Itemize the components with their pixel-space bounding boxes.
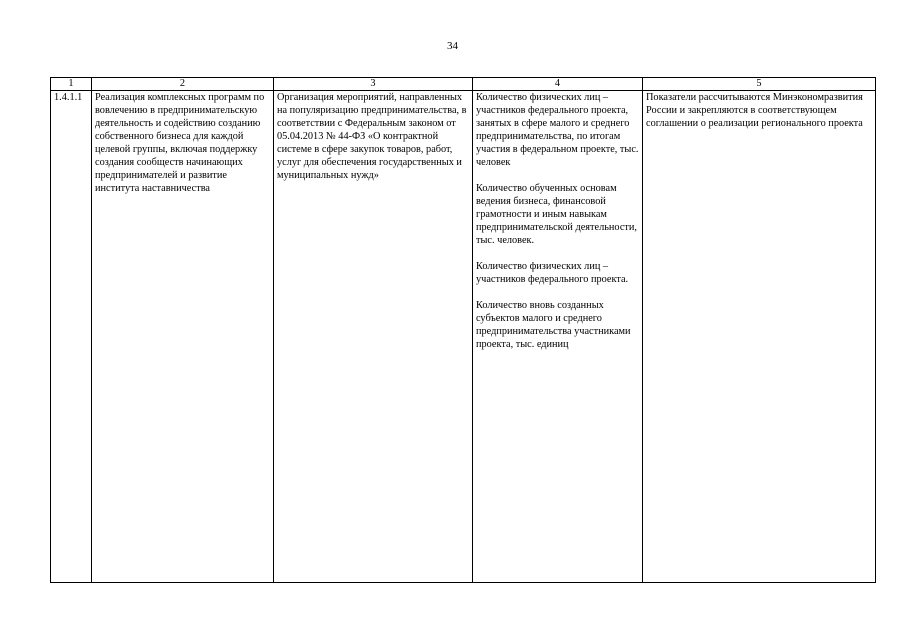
row-code: 1.4.1.1 bbox=[51, 91, 92, 583]
indicator-paragraph: Количество физических лиц – участников федерального проекта, занятых в сфере малого и среднего предпринимательства, по итогам участия в федеральном проекте, тыс. человек bbox=[476, 92, 639, 168]
table-header bbox=[51, 78, 876, 91]
column-header-4: 4 bbox=[473, 78, 643, 91]
column-header-1: 1 bbox=[51, 78, 92, 91]
column-header-2: 2 bbox=[92, 78, 274, 91]
event-text: Реализация комплексных программ по вовлечению в предпринимательскую деятельность и содействию созданию собственного бизнеса для каждой целевой группы, включая поддержку создания сообществ начинающих предпринимателей и развитие института наставничества bbox=[95, 92, 265, 194]
indicator-paragraph: Количество физических лиц – участников федерального проекта. bbox=[476, 261, 629, 285]
page-number: 34 bbox=[447, 40, 458, 52]
indicator-paragraph: Количество вновь созданных субъектов малого и среднего предпринимательства участниками проекта, тыс. единиц bbox=[476, 300, 631, 350]
activity-cell bbox=[274, 91, 473, 583]
indicator-paragraph: Количество обученных основам ведения бизнеса, финансовой грамотности и иным навыкам предпринимательской деятельности, тыс. человек. bbox=[476, 183, 637, 246]
document-table bbox=[50, 77, 876, 583]
column-header-3: 3 bbox=[274, 78, 473, 91]
activity-text: Организация мероприятий, направленных на популяризацию предпринимательства, в соответствии с Федеральным законом от 05.04.2013 № 44-ФЗ «О контрактной системе в сфере закупок товаров, работ, услуг для обеспечения государственных и муниципальных нужд» bbox=[277, 92, 467, 181]
note-cell bbox=[643, 91, 876, 583]
note-text: Показатели рассчитываются Минэкономразвития России и закрепляются в соответствующем соглашении о реализации регионального проекта bbox=[646, 92, 863, 129]
table-header-row bbox=[51, 78, 876, 91]
event-cell bbox=[92, 91, 274, 583]
table-row bbox=[51, 91, 876, 583]
column-header-5: 5 bbox=[643, 78, 876, 91]
indicators-cell bbox=[473, 91, 643, 583]
